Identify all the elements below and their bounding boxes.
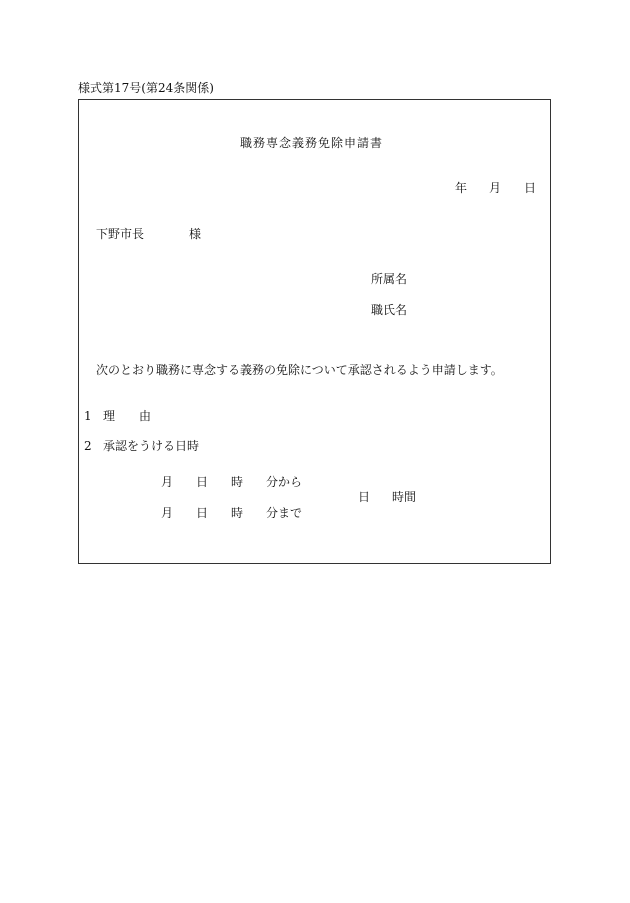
addressee-name: 下野市長 xyxy=(96,227,145,241)
item-label-reason: 理 由 xyxy=(103,409,152,423)
duration-day-label: 日 xyxy=(358,490,371,504)
end-minute-suffix: 分まで xyxy=(266,506,303,520)
end-day-label: 日 xyxy=(196,506,209,520)
start-month-label: 月 xyxy=(161,475,174,489)
end-month-label: 月 xyxy=(161,506,174,520)
application-form xyxy=(78,99,551,564)
request-statement: 次のとおり職務に専念する義務の免除について承認されるよう申請します。 xyxy=(96,363,503,377)
start-minute-suffix: 分から xyxy=(266,475,303,489)
form-number: 様式第17号(第24条関係) xyxy=(78,81,214,95)
affiliation-label: 所属名 xyxy=(371,272,408,286)
item-number-reason: 1 xyxy=(84,409,92,423)
form-title: 職務専念義務免除申請書 xyxy=(240,136,384,150)
start-day-label: 日 xyxy=(196,475,209,489)
addressee-honorific: 様 xyxy=(189,227,202,241)
duration-hours-label: 時間 xyxy=(392,490,417,504)
date-day-label: 日 xyxy=(524,181,537,195)
item-label-datetime: 承認をうける日時 xyxy=(103,439,200,453)
date-month-label: 月 xyxy=(489,181,502,195)
end-hour-label: 時 xyxy=(231,506,244,520)
date-year-label: 年 xyxy=(455,181,468,195)
applicant-name-label: 職氏名 xyxy=(371,303,408,317)
item-number-datetime: 2 xyxy=(84,439,92,453)
start-hour-label: 時 xyxy=(231,475,244,489)
